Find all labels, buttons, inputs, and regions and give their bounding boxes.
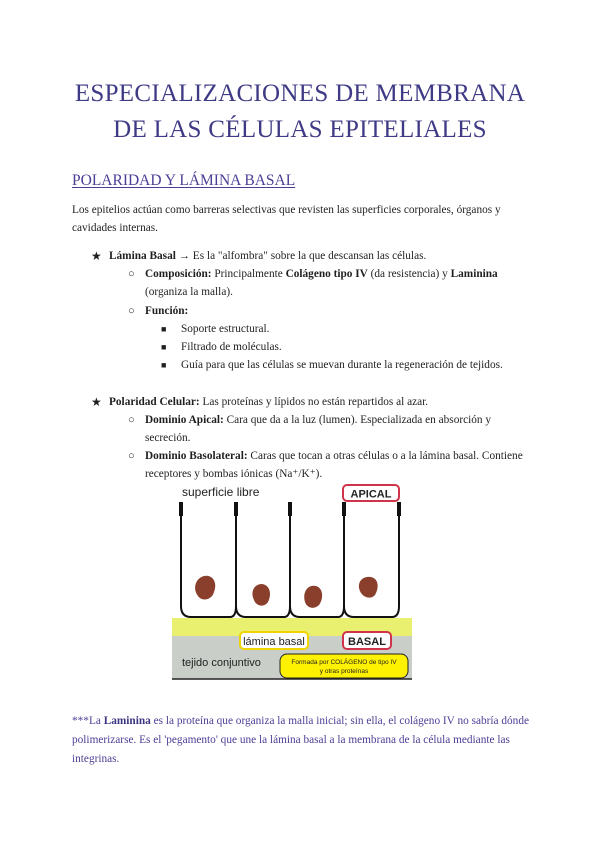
connective-tissue-label: tejido conjuntivo: [182, 657, 261, 669]
title-line-2: DE LAS CÉLULAS EPITELIALES: [113, 116, 487, 143]
composition-text-2: (da resistencia) y: [367, 268, 451, 280]
function-item-3: Guía para que las células se muevan durante la regeneración de tejidos.: [181, 359, 503, 371]
cell-4: [344, 502, 399, 617]
footnote-paragraph: [72, 712, 532, 769]
composition-label: Composición:: [145, 268, 212, 280]
circle-bullet-icon: ○: [128, 414, 135, 426]
bullet-lamina-basal: [109, 247, 426, 265]
circle-bullet-icon: ○: [128, 305, 135, 317]
nucleus-1: [195, 576, 215, 600]
nuclei-group: [195, 576, 378, 608]
nucleus-3: [304, 586, 322, 608]
basal-lamina-label: lámina basal: [243, 636, 305, 648]
basolateral-item: [145, 447, 555, 465]
basolateral-text-1: Caras que tocan a otras células o a la lámina basal. Contiene: [247, 450, 523, 462]
star-bullet-icon: ★: [91, 395, 102, 409]
basolateral-label: Dominio Basolateral:: [145, 450, 248, 462]
section-heading: POLARIDAD Y LÁMINA BASAL: [72, 172, 296, 189]
apical-label: Dominio Apical:: [145, 414, 224, 426]
apical-badge-label: APICAL: [350, 488, 392, 501]
apical-continuation: secreción.: [145, 432, 191, 444]
nucleus-2: [252, 584, 270, 606]
epithelium-diagram: [172, 482, 412, 684]
apical-item: [145, 411, 545, 429]
basal-badge-label: BASAL: [348, 636, 386, 648]
footnote-laminina: Laminina: [103, 715, 151, 727]
circle-bullet-icon: ○: [128, 450, 135, 462]
cell-1: [181, 502, 236, 617]
collagen-callout-line-1: Formada por COLÁGENO de tipo IV: [291, 659, 397, 666]
junction-marks: [181, 502, 399, 516]
collagen-callout-line-2: y otras proteínas: [319, 668, 369, 675]
title-line-1: ESPECIALIZACIONES DE MEMBRANA: [74, 80, 526, 107]
collagen-iv-label: Colágeno tipo IV: [285, 268, 368, 280]
laminina-label: Laminina: [450, 268, 498, 280]
footnote-prefix: ***La: [72, 715, 104, 727]
composition-text-1: Principalmente: [211, 268, 286, 280]
function-label: Función:: [145, 305, 189, 317]
cells-group: [181, 502, 399, 617]
footnote-text: es la proteína que organiza la malla inicial; sin ella, el colágeno IV no sabría dónde polimerizarse. Es el 'pegamento' que une la lámina basal a la membrana de la célula mediante las integrinas.: [72, 715, 529, 765]
lamina-basal-label: Lámina Basal: [109, 250, 176, 262]
page-title: [40, 76, 560, 148]
intro-paragraph: Los epitelios actúan como barreras selectivas que revisten las superficies corporales, órganos y cavidades internas.: [72, 204, 501, 234]
bullet-polaridad: [109, 393, 428, 411]
composition-item: [145, 265, 545, 283]
star-bullet-icon: ★: [91, 249, 102, 263]
square-bullet-icon: ■: [161, 360, 167, 370]
lamina-basal-text: → Es la "alfombra" sobre la que descansan las células.: [175, 250, 427, 262]
function-item: [145, 302, 188, 320]
circle-bullet-icon: ○: [128, 268, 135, 280]
function-item-2: Filtrado de moléculas.: [181, 341, 282, 353]
nucleus-4: [359, 577, 378, 598]
apical-text-1: Cara que da a la luz (lumen). Especializada en absorción y: [223, 414, 492, 426]
function-item-1: Soporte estructural.: [181, 323, 270, 335]
square-bullet-icon: ■: [161, 324, 167, 334]
free-surface-label: superficie libre: [182, 485, 260, 499]
basolateral-continuation: receptores y bombas iónicas (Na⁺/K⁺).: [145, 468, 323, 480]
polaridad-text: Las proteínas y lípidos no están repartidos al azar.: [199, 396, 429, 408]
square-bullet-icon: ■: [161, 342, 167, 352]
polaridad-label: Polaridad Celular:: [109, 396, 200, 408]
composition-continuation: (organiza la malla).: [145, 286, 233, 298]
